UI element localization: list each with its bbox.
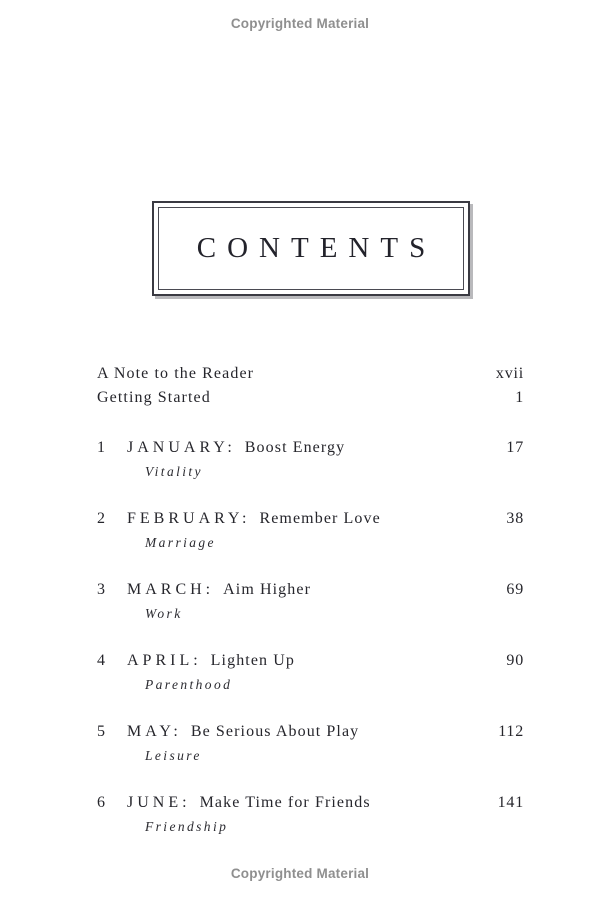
chapter-title-line (97, 437, 524, 459)
chapter-title-wrap (127, 437, 506, 459)
chapter-month: MAY: (127, 723, 182, 740)
chapter-number: 5 (97, 723, 107, 740)
chapter-number: 2 (97, 510, 107, 527)
chapter-subtitle: Marriage (145, 535, 216, 550)
chapter-title-wrap (127, 792, 498, 814)
chapter-page-number: 141 (497, 794, 524, 811)
chapter-page-number: 17 (506, 439, 524, 456)
toc-row-note-to-reader (97, 362, 524, 386)
chapter-month: MARCH: (127, 581, 215, 598)
chapter-page-number: 69 (506, 581, 524, 598)
table-of-contents (97, 362, 524, 836)
chapter-subtitle: Leisure (145, 748, 202, 763)
chapter-month: JUNE: (127, 794, 191, 811)
contents-title-box (152, 201, 470, 296)
chapter-title-line (97, 650, 524, 672)
contents-title-inner-border (158, 207, 464, 290)
chapter-title-line (97, 721, 524, 743)
chapter-page-number: 112 (498, 723, 524, 740)
toc-entry-label: A Note to the Reader (97, 365, 255, 382)
chapter-title-wrap (127, 579, 506, 601)
chapter-subtitle: Parenthood (145, 677, 233, 692)
toc-entry-label: Getting Started (97, 389, 211, 406)
chapter-title-wrap (127, 650, 506, 672)
chapter-title: Make Time for Friends (199, 794, 371, 811)
chapter-title-line (97, 792, 524, 814)
chapter-title-wrap (127, 721, 498, 743)
toc-chapter-january (97, 437, 524, 481)
chapter-title: Lighten Up (210, 652, 295, 669)
chapter-month: FEBRUARY: (127, 510, 251, 527)
chapter-number: 6 (97, 794, 107, 811)
toc-chapter-march (97, 579, 524, 623)
toc-chapter-april (97, 650, 524, 694)
page-title: CONTENTS (196, 232, 437, 264)
chapter-title: Boost Energy (244, 439, 346, 456)
chapter-title: Be Serious About Play (190, 723, 360, 740)
chapter-month: JANUARY: (127, 439, 236, 456)
chapter-subtitle: Work (145, 606, 183, 621)
toc-chapter-february (97, 508, 524, 552)
chapter-title-wrap (127, 508, 506, 530)
chapter-page-number: 90 (506, 652, 524, 669)
toc-entry-page: 1 (515, 389, 524, 406)
chapter-title-line (97, 508, 524, 530)
chapter-month: APRIL: (127, 652, 202, 669)
chapter-number: 1 (97, 439, 107, 456)
chapter-number: 4 (97, 652, 107, 669)
chapter-number: 3 (97, 581, 107, 598)
chapter-title-line (97, 579, 524, 601)
chapter-title: Remember Love (259, 510, 381, 527)
toc-chapter-june (97, 792, 524, 836)
toc-entry-page: xvii (495, 365, 524, 382)
copyrighted-material-top: Copyrighted Material (230, 16, 370, 31)
copyrighted-material-bottom: Copyrighted Material (230, 866, 370, 881)
chapter-page-number: 38 (506, 510, 524, 527)
chapter-subtitle: Vitality (145, 464, 203, 479)
chapter-title: Aim Higher (223, 581, 311, 598)
toc-row-getting-started (97, 386, 524, 410)
chapter-subtitle: Friendship (145, 819, 229, 834)
toc-chapter-may (97, 721, 524, 765)
